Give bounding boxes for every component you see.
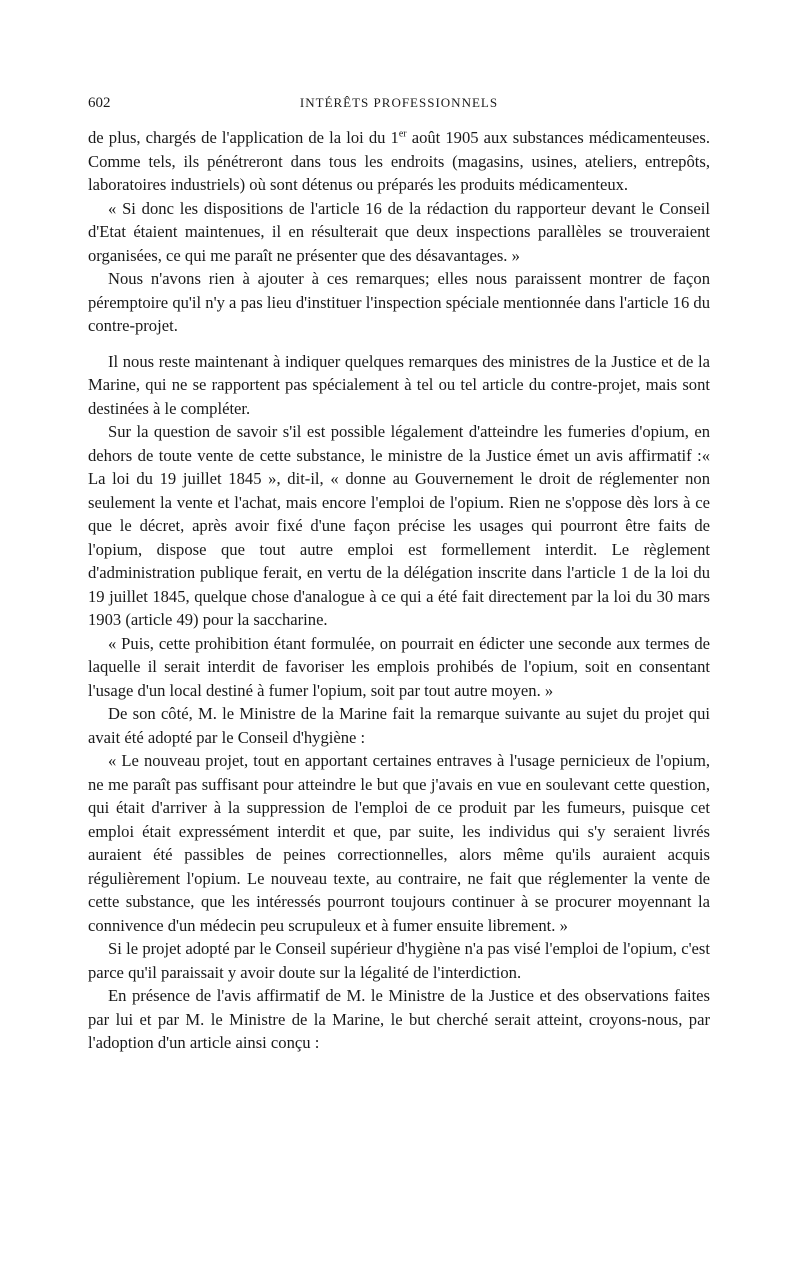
paragraph-1: de plus, chargés de l'application de la loi du 1er août 1905 aux substances médicamenteuses. Comme tels, ils pénétreront dans tous les endroits (magasins, usines, ateliers, entrepôts, laboratoires industriels) où sont détenus ou préparés les produits médicamenteux.: [88, 128, 710, 194]
paragraph-3: Nous n'avons rien à ajouter à ces remarques; elles nous paraissent montrer de façon péremptoire qu'il n'y a pas lieu d'instituer l'inspection spéciale mentionnée dans l'article 16 du contre-projet.: [88, 269, 710, 335]
page-header: [88, 88, 710, 118]
running-title: INTÉRÊTS PROFESSIONNELS: [299, 95, 499, 110]
paragraph-5: Sur la question de savoir s'il est possible légalement d'atteindre les fumeries d'opium, en dehors de toute vente de cette substance, le ministre de la Justice émet un avis affirmatif :« La loi du 19 juillet 1845 », dit-il, « donne au Gouvernement le droit de réglementer non seulement la vente et l'achat, mais encore l'emploi de l'opium. Rien ne s'oppose dès lors à ce que le décret, après avoir fixé d'une façon précise les usages qui pourront être faits de l'opium, dispose que tout autre emploi est formellement interdit. Le règlement d'administration publique ferait, en vertu de la délégation inscrite dans l'article 1 de la loi du 19 juillet 1845, quelque chose d'analogue à ce qui a été fait directement par la loi du 30 mars 1903 (article 49) pour la saccharine.: [88, 422, 710, 629]
paragraph-9: Si le projet adopté par le Conseil supérieur d'hygiène n'a pas visé l'emploi de l'opium, c'est parce qu'il paraissait y avoir doute sur la légalité de l'interdiction.: [88, 939, 710, 982]
paragraph-7: De son côté, M. le Ministre de la Marine fait la remarque suivante au sujet du projet qui avait été adopté par le Conseil d'hygiène :: [88, 704, 710, 747]
superscript: er: [398, 128, 407, 140]
paragraph-6: « Puis, cette prohibition étant formulée, on pourrait en édicter une seconde aux termes de laquelle il serait interdit de favoriser les emplois prohibés de l'opium, soit en consentant l'usage d'un local destiné à fumer l'opium, soit par tout autre moyen. »: [88, 633, 710, 700]
document-page: [88, 88, 710, 1055]
paragraph-8: « Le nouveau projet, tout en apportant certaines entraves à l'usage pernicieux de l'opium, ne me paraît pas suffisant pour atteindre le but que j'avais en vue en soulevant cette question, qui était d'arriver à la suppression de l'emploi de ce produit par les fumeurs, puisque cet emploi était expressément interdit et que, par suite, les individus qui s'y seraient livrés auraient été passibles de peines correctionnelles, alors même qu'ils auraient acquis régulièrement l'opium. Le nouveau texte, au contraire, ne fait que réglementer la vente de cette substance, que les intéressés pourront toujours continuer à se procurer moyennant la connivence d'un médecin peu scrupuleux et à fumer ensuite librement. »: [88, 751, 710, 935]
paragraph-10: En présence de l'avis affirmatif de M. le Ministre de la Justice et des observations faites par lui et par M. le Ministre de la Marine, le but cherché serait atteint, croyons-nous, par l'adoption d'un article ainsi conçu :: [88, 986, 710, 1052]
page-number: 602: [88, 95, 111, 111]
text-body: [88, 126, 710, 1055]
paragraph-4: Il nous reste maintenant à indiquer quelques remarques des ministres de la Justice et de la Marine, qui ne se rapportent pas spécialement à tel ou tel article du contre-projet, mais sont destinées à le compléter.: [88, 351, 710, 418]
paragraph-2: « Si donc les dispositions de l'article 16 de la rédaction du rapporteur devant le Conseil d'Etat étaient maintenues, il en résulterait que deux inspections parallèles se trouveraient organisées, ce qui me paraît ne présenter que des désavantages. »: [88, 198, 710, 265]
